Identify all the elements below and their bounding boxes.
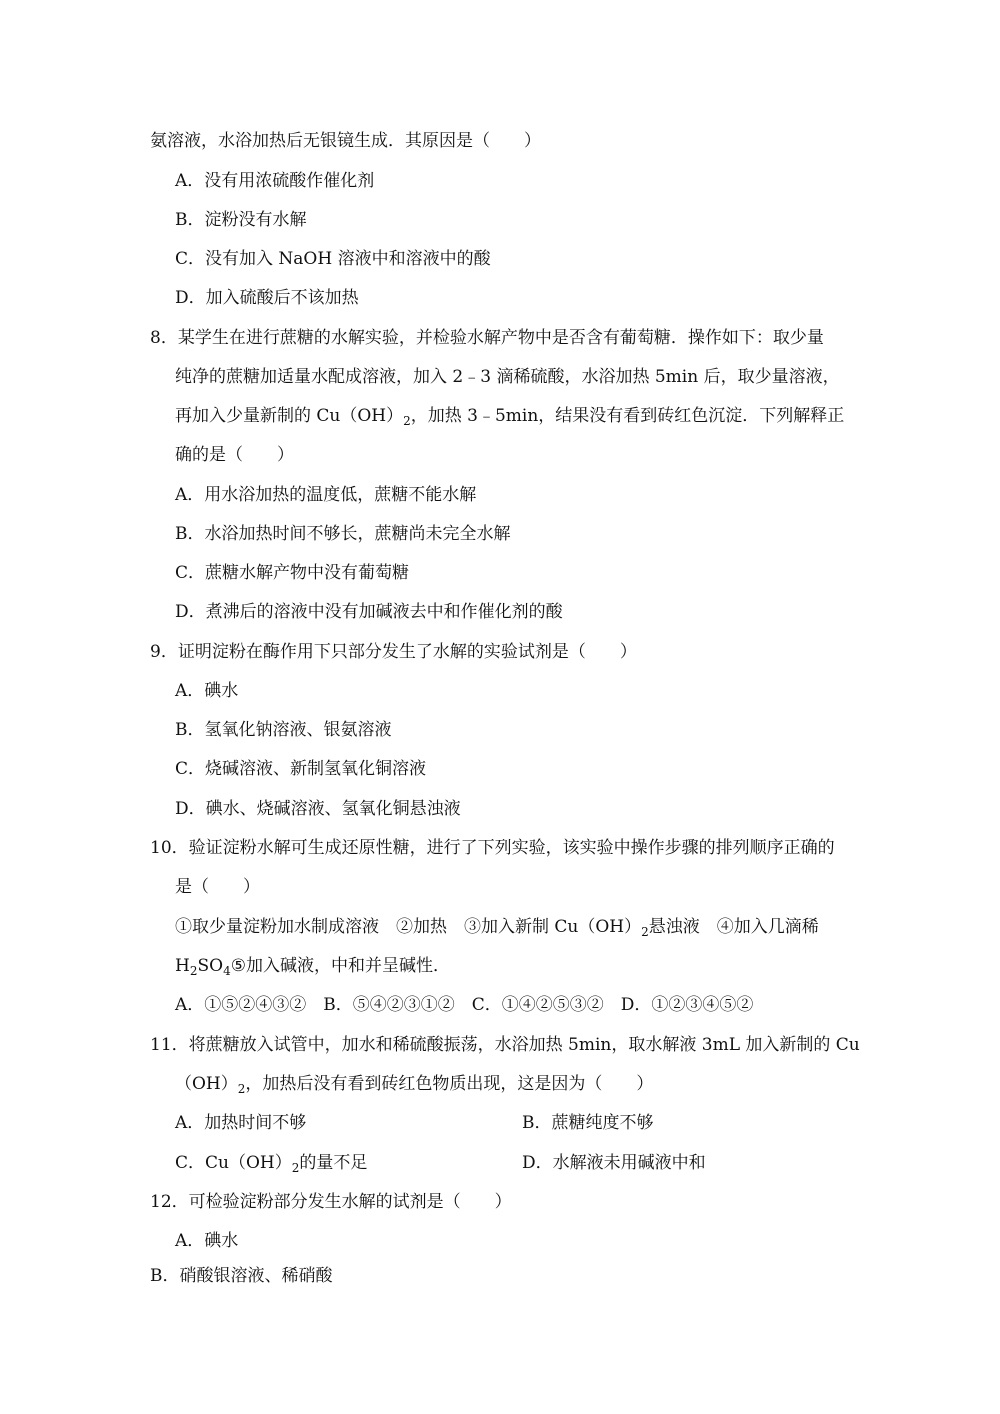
q8-option-d: D．煮沸后的溶液中没有加碱液去中和作催化剂的酸 <box>175 602 563 622</box>
q11-stem-line1: 11．将蔗糖放入试管中，加水和稀硫酸振荡，水浴加热 5min，取水解液 3mL 加入新制的 Cu <box>150 1035 860 1055</box>
q10-stem-line2: 是（ ） <box>175 877 260 897</box>
q8-stem-line3 <box>175 405 844 428</box>
q10-stem-line1: 10．验证淀粉水解可生成还原性糖，进行了下列实验，该实验中操作步骤的排列顺序正确的 <box>150 838 835 858</box>
q10-so: SO <box>197 956 224 976</box>
q11-option-c <box>175 1152 367 1175</box>
q10-steps-line1 <box>175 916 819 939</box>
q10-h: H <box>175 956 190 976</box>
q11-option-b: B．蔗糖纯度不够 <box>522 1113 654 1133</box>
q10-so-subscript: 4 <box>223 964 231 978</box>
q11-line2-part1: （OH） <box>175 1074 238 1094</box>
q8-stem-line2: 纯净的蔗糖加适量水配成溶液，加入 2﹣3 滴稀硫酸，水浴加热 5min 后，取少量溶液， <box>175 367 840 387</box>
q7-option-c: C．没有加入 NaOH 溶液中和溶液中的酸 <box>175 249 491 269</box>
q7-option-a: A．没有用浓硫酸作催化剂 <box>175 171 375 191</box>
q10-steps-part2: 悬浊液 ④加入几滴稀 <box>648 917 819 937</box>
q8-line3-subscript: 2 <box>403 414 411 428</box>
q8-stem-line4: 确的是（ ） <box>175 445 294 465</box>
q11-line2-part2: ，加热后没有看到砖红色物质出现，这是因为（ ） <box>245 1074 654 1094</box>
q9-option-d: D．碘水、烧碱溶液、氢氧化铜悬浊液 <box>175 799 461 819</box>
q11-option-a: A．加热时间不够 <box>175 1113 307 1133</box>
q10-steps-rest: ⑤加入碱液，中和并呈碱性． <box>230 956 450 976</box>
q10-steps-line2 <box>175 955 450 978</box>
q11-option-d: D．水解液未用碱液中和 <box>522 1153 706 1173</box>
q10-options: A．①⑤②④③② B．⑤④②③①② C．①④②⑤③② D．①②③④⑤② <box>175 995 754 1015</box>
q9-option-b: B．氢氧化钠溶液、银氨溶液 <box>175 720 392 740</box>
q10-steps-subscript: 2 <box>641 925 649 939</box>
q7-option-d: D．加入硫酸后不该加热 <box>175 288 359 308</box>
q7-stem-continuation: 氨溶液，水浴加热后无银镜生成．其原因是（ ） <box>150 131 541 151</box>
q12-stem: 12．可检验淀粉部分发生水解的试剂是（ ） <box>150 1192 512 1212</box>
q8-line3-part2: ，加热 3﹣5min，结果没有看到砖红色沉淀．下列解释正 <box>410 406 845 426</box>
q12-option-b: B．硝酸银溶液、稀硝酸 <box>150 1266 333 1286</box>
q8-stem-line1: 8．某学生在进行蔗糖的水解实验，并检验水解产物中是否含有葡萄糖．操作如下：取少量 <box>150 328 824 348</box>
q9-stem: 9．证明淀粉在酶作用下只部分发生了水解的实验试剂是（ ） <box>150 642 637 662</box>
q11-line2-subscript: 2 <box>237 1082 246 1096</box>
q12-option-a: A．碘水 <box>175 1231 239 1251</box>
q10-steps-part1: ①取少量淀粉加水制成溶液 ②加热 ③加入新制 Cu（OH） <box>175 917 642 937</box>
q8-option-c: C．蔗糖水解产物中没有葡萄糖 <box>175 563 410 583</box>
q11-c-subscript: 2 <box>291 1161 300 1175</box>
q9-option-c: C．烧碱溶液、新制氢氧化铜溶液 <box>175 759 427 779</box>
q8-option-a: A．用水浴加热的温度低，蔗糖不能水解 <box>175 485 477 505</box>
q9-option-a: A．碘水 <box>175 681 239 701</box>
q7-option-b: B．淀粉没有水解 <box>175 210 307 230</box>
q11-c-part2: 的量不足 <box>299 1153 368 1173</box>
q8-option-b: B．水浴加热时间不够长，蔗糖尚未完全水解 <box>175 524 511 544</box>
q8-line3-part1: 再加入少量新制的 Cu（OH） <box>175 406 404 426</box>
q11-stem-line2 <box>175 1073 653 1096</box>
q11-c-part1: C．Cu（OH） <box>175 1153 292 1173</box>
q10-h-subscript: 2 <box>189 964 198 978</box>
